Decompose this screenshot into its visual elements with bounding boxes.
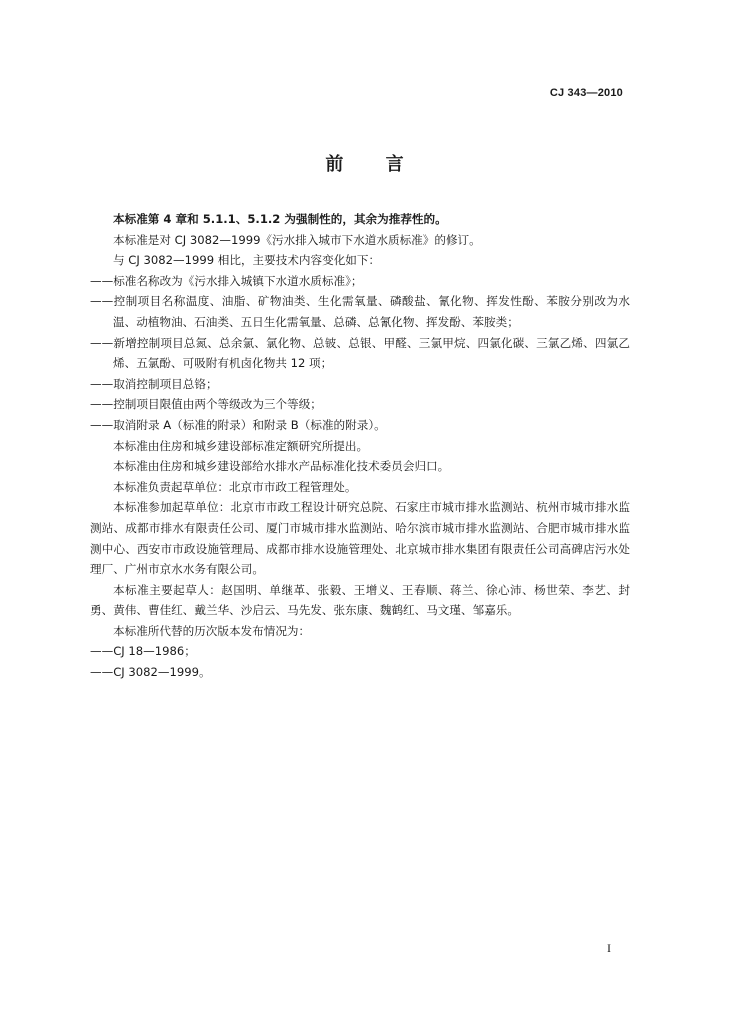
- paragraph-changes-intro: 与 CJ 3082—1999 相比，主要技术内容变化如下：: [113, 253, 381, 268]
- paragraph-centralized-unit: 本标准由住房和城乡建设部给水排水产品标准化技术委员会归口。: [113, 459, 450, 474]
- paragraph-mandatory-clauses: 本标准第 4 章和 5.1.1、5.1.2 为强制性的，其余为推荐性的。: [113, 212, 447, 226]
- change-item-title: ——标准名称改为《污水排入城镇下水道水质标准》；: [90, 273, 363, 288]
- change-item-limit-levels: ——控制项目限值由两个等级改为三个等级；: [90, 397, 322, 412]
- paragraph-participating-units: 本标准参加起草单位：北京市市政工程设计研究总院、石家庄市城市排水监测站、杭州市城市排水监测站、成都市排水有限责任公司、厦门市城市排水监测站、哈尔滨市城市排水监测站、合肥市城市排水监测中心、西安市市政设施管理局、成都市排水设施管理处、北京城市排水集团有限责任公司高碑店污水处理厂、广州市京水水务有限公司。: [90, 500, 630, 577]
- foreword-body: [90, 209, 630, 683]
- paragraph-main-drafters: 本标准主要起草人：赵国明、单继革、张毅、王增义、王春顺、蒋兰、徐心沛、杨世荣、李艺、封勇、黄伟、曹佳红、戴兰华、沙启云、马先发、张东康、魏鹤红、马文瑾、邹嘉乐。: [90, 582, 630, 618]
- previous-edition-1986: ——CJ 18—1986；: [90, 644, 196, 659]
- page-number: I: [607, 941, 611, 955]
- change-item-renamed-items: ——控制项目名称温度、油脂、矿物油类、生化需氧量、磷酸盐、氰化物、挥发性酚、苯胺分别改为水温、动植物油、石油类、五日生化需氧量、总磷、总氰化物、挥发酚、苯胺类；: [90, 294, 630, 329]
- paragraph-lead-drafter: 本标准负责起草单位：北京市市政工程管理处。: [113, 479, 357, 494]
- change-item-removed-chromium: ——取消控制项目总铬；: [90, 376, 218, 391]
- change-item-new-items: ——新增控制项目总氮、总余氯、氯化物、总铍、总银、甲醛、三氯甲烷、四氯化碳、三氯乙烯、四氯乙烯、五氯酚、可吸附有机卤化物共 12 项；: [90, 335, 630, 371]
- paragraph-revision: 本标准是对 CJ 3082—1999《污水排入城市下水道水质标准》的修订。: [113, 232, 481, 247]
- standard-code: CJ 343—2010: [549, 87, 623, 99]
- previous-edition-1999: ——CJ 3082—1999。: [90, 665, 211, 680]
- change-item-removed-appendix: ——取消附录 A（标准的附录）和附录 B（标准的附录）。: [90, 417, 386, 432]
- paragraph-previous-editions: 本标准所代替的历次版本发布情况为：: [113, 623, 311, 638]
- paragraph-proposer: 本标准由住房和城乡建设部标准定额研究所提出。: [113, 438, 369, 453]
- page-title: 前 言: [325, 154, 404, 175]
